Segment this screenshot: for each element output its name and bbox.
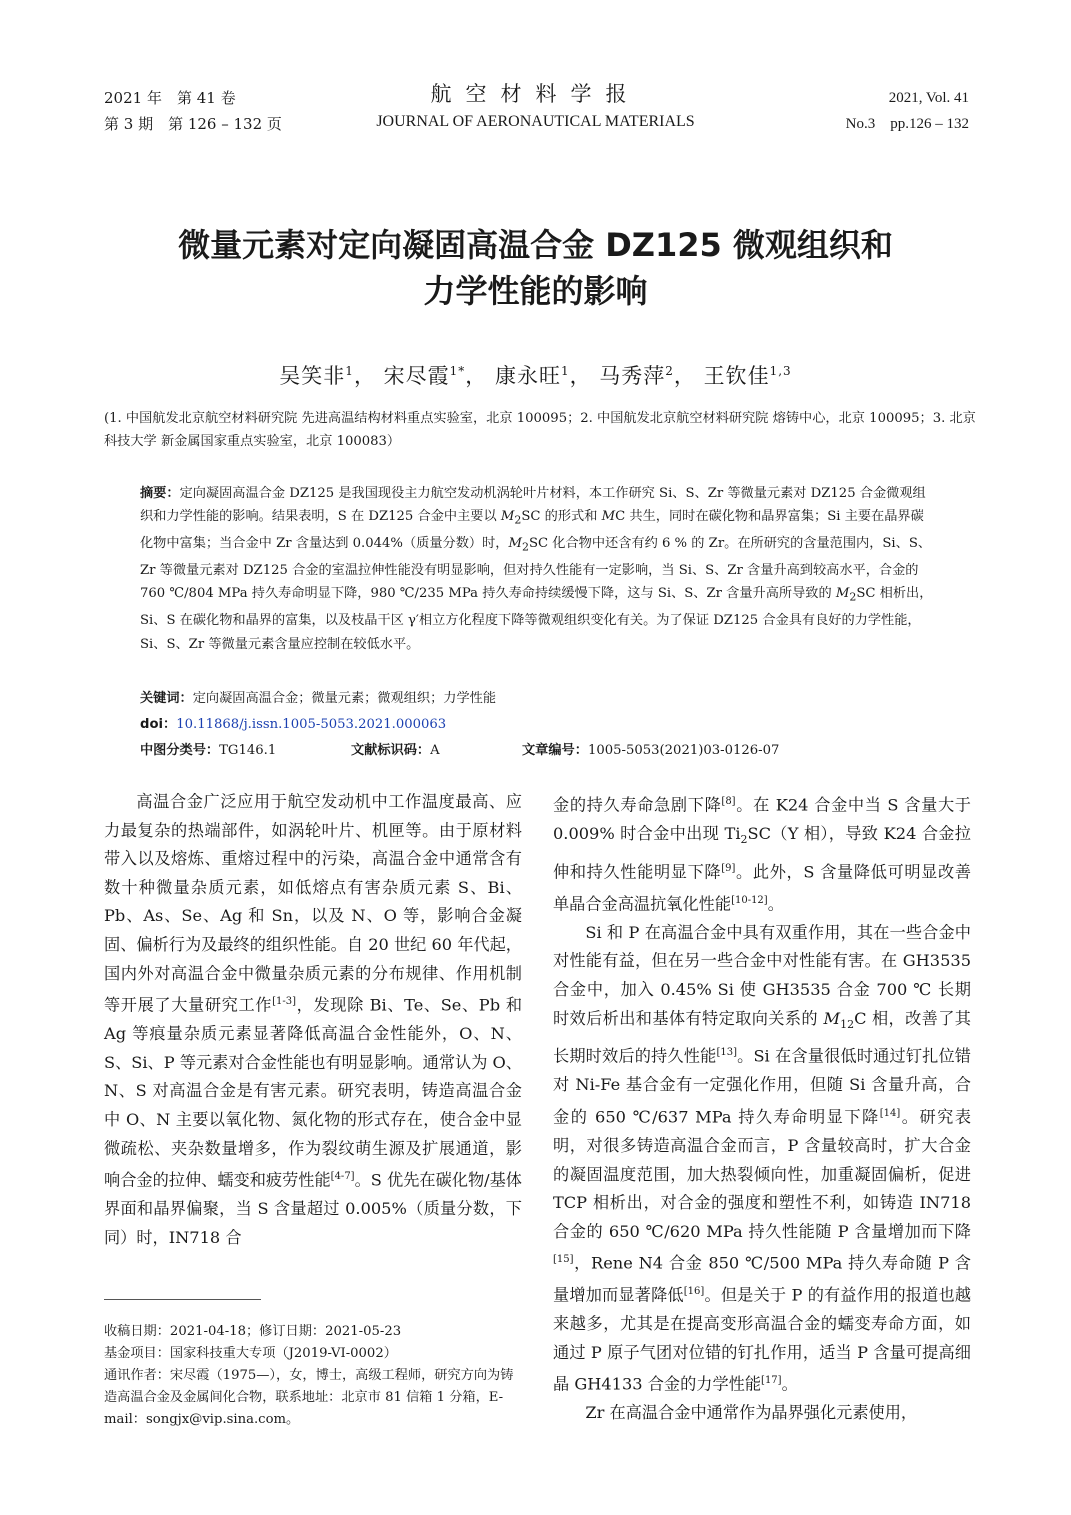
article-number: 文章编号：1005-5053(2021)03-0126-07	[522, 743, 780, 758]
citation[interactable]: [9]	[721, 862, 736, 874]
footnote-fund: 基金项目：国家科技重大专项（J2019-VI-0002）	[104, 1346, 397, 1361]
footnote-received: 收稿日期：2021-04-18；修订日期：2021-05-23	[104, 1324, 402, 1339]
journal-name-en: JOURNAL OF AERONAUTICAL MATERIALS	[376, 113, 695, 130]
author: 吴笑非$^1$	[279, 364, 354, 388]
citation[interactable]: [15]	[553, 1254, 574, 1266]
paragraph: Si 和 P 在高温合金中具有双重作用，其在一些合金中对性能有益，但在另一些合金中对性能有害。在 GH3535 合金中，加入 0.45% Si 使 GH3535 合金 700 ℃ 长期时效后析出和基体有特定取向关系的 $M_{12}C$ 相，改善了其长期时效后的持久性能[13]。Si 在含量很低时通过钉扎位错对 Ni-Fe 基合金有一定强化作用，但随 Si 含量升高，合金的 650 ℃/637 MPa 持久寿命明显下降[14]。研究表明，对很多铸造高温合金而言，P 含量较高时，扩大合金的凝固温度范围，加大热裂倾向性，加重凝固偏析，促进 TCP 相析出，对合金的强度和塑性不利，如铸造 IN718 合金的 650 ℃/620 MPa 持久性能随 P 含量增加而下降[15]，Rene N4 合金 850 ℃/500 MPa 持久寿命随 P 含量增加而显著降低[16]。但是关于 P 的有益作用的报道也越来越多，尤其是在提高变形高温合金的蠕变寿命方面，如通过 P 原子气团对位错的钉扎作用，适当 P 含量可提高细晶 GH4133 合金的力学性能[17]。	[553, 922, 972, 1394]
affiliations: (1. 中国航发北京航空材料研究院 先进高温结构材料重点实验室，北京 100095；2. 中国航发北京航空材料研究院 熔铸中心，北京 100095；3. 北京科技大学 新金属国家重点实验室，北京 100083）	[104, 411, 976, 449]
document-code: 文献标识码：A	[351, 743, 440, 758]
abstract: 摘要：定向凝固高温合金 DZ125 是我国现役主力航空发动机涡轮叶片材料，本工作研究 Si、S、Zr 等微量元素对 DZ125 合金微观组织和力学性能的影响。结果表明，S 在 DZ125 合金中主要以 $M_2SC$ 的形式和 MC 共生，同时在碳化物和晶界富集；Si 主要在晶界碳化物中富集；当合金中 Zr 含量达到 0.044%（质量分数）时，$M_2SC$ 化合物中还含有约 6 % 的 Zr。在所研究的含量范围内，Si、S、Zr 等微量元素对 DZ125 合金的室温拉伸性能没有明显影响，但对持久性能有一定影响，当 Si、S、Zr 含量升高到较高水平，合金的 760 ℃/804 MPa 持久寿命明显下降，980 ℃/235 MPa 持久寿命持续缓慢下降，这与 Si、S、Zr 含量升高所导致的 $M_2SC$ 相析出，Si、S 在碳化物和晶界的富集，以及枝晶干区 γ′相立方化程度下降等微观组织变化有关。为了保证 DZ125 合金具有良好的力学性能，Si、S、Zr 等微量元素含量应控制在较低水平。	[140, 486, 933, 652]
body-column-left	[104, 788, 522, 1252]
header-volume-info: 2021 年 第 41 卷	[104, 89, 236, 107]
body-column-right	[553, 788, 971, 1428]
doi: doi：10.11868/j.issn.1005-5053.2021.000063	[140, 717, 447, 732]
header-issue-en: No.3 pp.126 – 132	[845, 116, 969, 132]
citation[interactable]: [8]	[721, 796, 736, 807]
author-list: 吴笑非$^1$， 宋尽霞$^{1*}$， 康永旺$^1$， 马秀萍$^2$， 王钦佳$^{1,3}$	[279, 364, 792, 388]
journal-name-cn: 航空材料学报	[430, 82, 641, 106]
citation[interactable]: [17]	[761, 1375, 782, 1387]
article-title-line1: 微量元素对定向凝固高温合金 DZ125 微观组织和	[178, 226, 893, 264]
author: 宋尽霞$^{1*}$	[383, 364, 466, 388]
header-issue-pages: 第 3 期 第 126 – 132 页	[104, 115, 282, 133]
citation[interactable]: [13]	[716, 1047, 737, 1059]
citation[interactable]: [4-7]	[330, 1171, 355, 1183]
article-title-line2: 力学性能的影响	[423, 272, 648, 310]
citation[interactable]: [14]	[879, 1107, 901, 1119]
doi-link[interactable]: 10.11868/j.issn.1005-5053.2021.000063	[176, 717, 447, 732]
abstract-label: 摘要：	[140, 486, 180, 501]
citation[interactable]: [16]	[683, 1286, 705, 1298]
article-title	[60, 222, 1011, 314]
keywords: 关键词：定向凝固高温合金；微量元素；微观组织；力学性能	[140, 691, 497, 706]
author: 马秀萍$^2$	[599, 364, 674, 388]
paragraph: Zr 在高温合金中通常作为晶界强化元素使用，	[585, 1403, 918, 1423]
footnote-corresponding: 通讯作者：宋尽霞（1975—），女，博士，高级工程师，研究方向为铸造高温合金及金属间化合物，联系地址：北京市 81 信箱 1 分箱，E-mail：songjx@vip.sina.com。	[104, 1368, 514, 1427]
footnotes	[104, 1321, 522, 1431]
footnote-divider	[104, 1299, 261, 1300]
paragraph: 金的持久寿命急剧下降[8]。在 K24 合金中当 S 含量大于 0.009% 时合金中出现 $Ti_2SC(Y$ 相），导致 K24 合金拉伸和持久性能明显下降[9]。此外，S 含量降低可明显改善单晶合金高温抗氧化性能[10-12]。	[553, 795, 972, 914]
author: 康永旺$^1$	[494, 364, 570, 388]
header-volume-en: 2021, Vol. 41	[888, 90, 969, 106]
citation[interactable]: [1-3]	[272, 996, 297, 1008]
clc-number: 中图分类号：TG146.1	[140, 743, 277, 758]
paragraph: 高温合金广泛应用于航空发动机中工作温度最高、应力最复杂的热端部件，如涡轮叶片、机匣等。由于原材料带入以及熔炼、重熔过程中的污染，高温合金中通常含有数十种微量杂质元素，如低熔点有害杂质元素 S、Bi、Pb、As、Se、Ag 和 Sn，以及 N、O 等，影响合金凝固、偏析行为及最终的组织性能。自 20 世纪 60 年代起，国内外对高温合金中微量杂质元素的分布规律、作用机制等开展了大量研究工作[1-3]，发现除 Bi、Te、Se、Pb 和 Ag 等痕量杂质元素显著降低高温合金性能外，O、N、S、Si、P 等元素对合金性能也有明显影响。通常认为 O、N、S 对高温合金是有害元素。研究表明，铸造高温合金中 O、N 主要以氧化物、氮化物的形式存在，使合金中显微疏松、夹杂数量增多，作为裂纹萌生源及扩展通道，影响合金的拉伸、蠕变和疲劳性能[4-7]。S 优先在碳化物/基体界面和晶界偏聚，当 S 含量超过 0.005%（质量分数，下同）时，IN718 合	[104, 792, 523, 1247]
citation[interactable]: [10-12]	[731, 894, 768, 906]
author: 王钦佳$^{1,3}$	[703, 364, 792, 388]
